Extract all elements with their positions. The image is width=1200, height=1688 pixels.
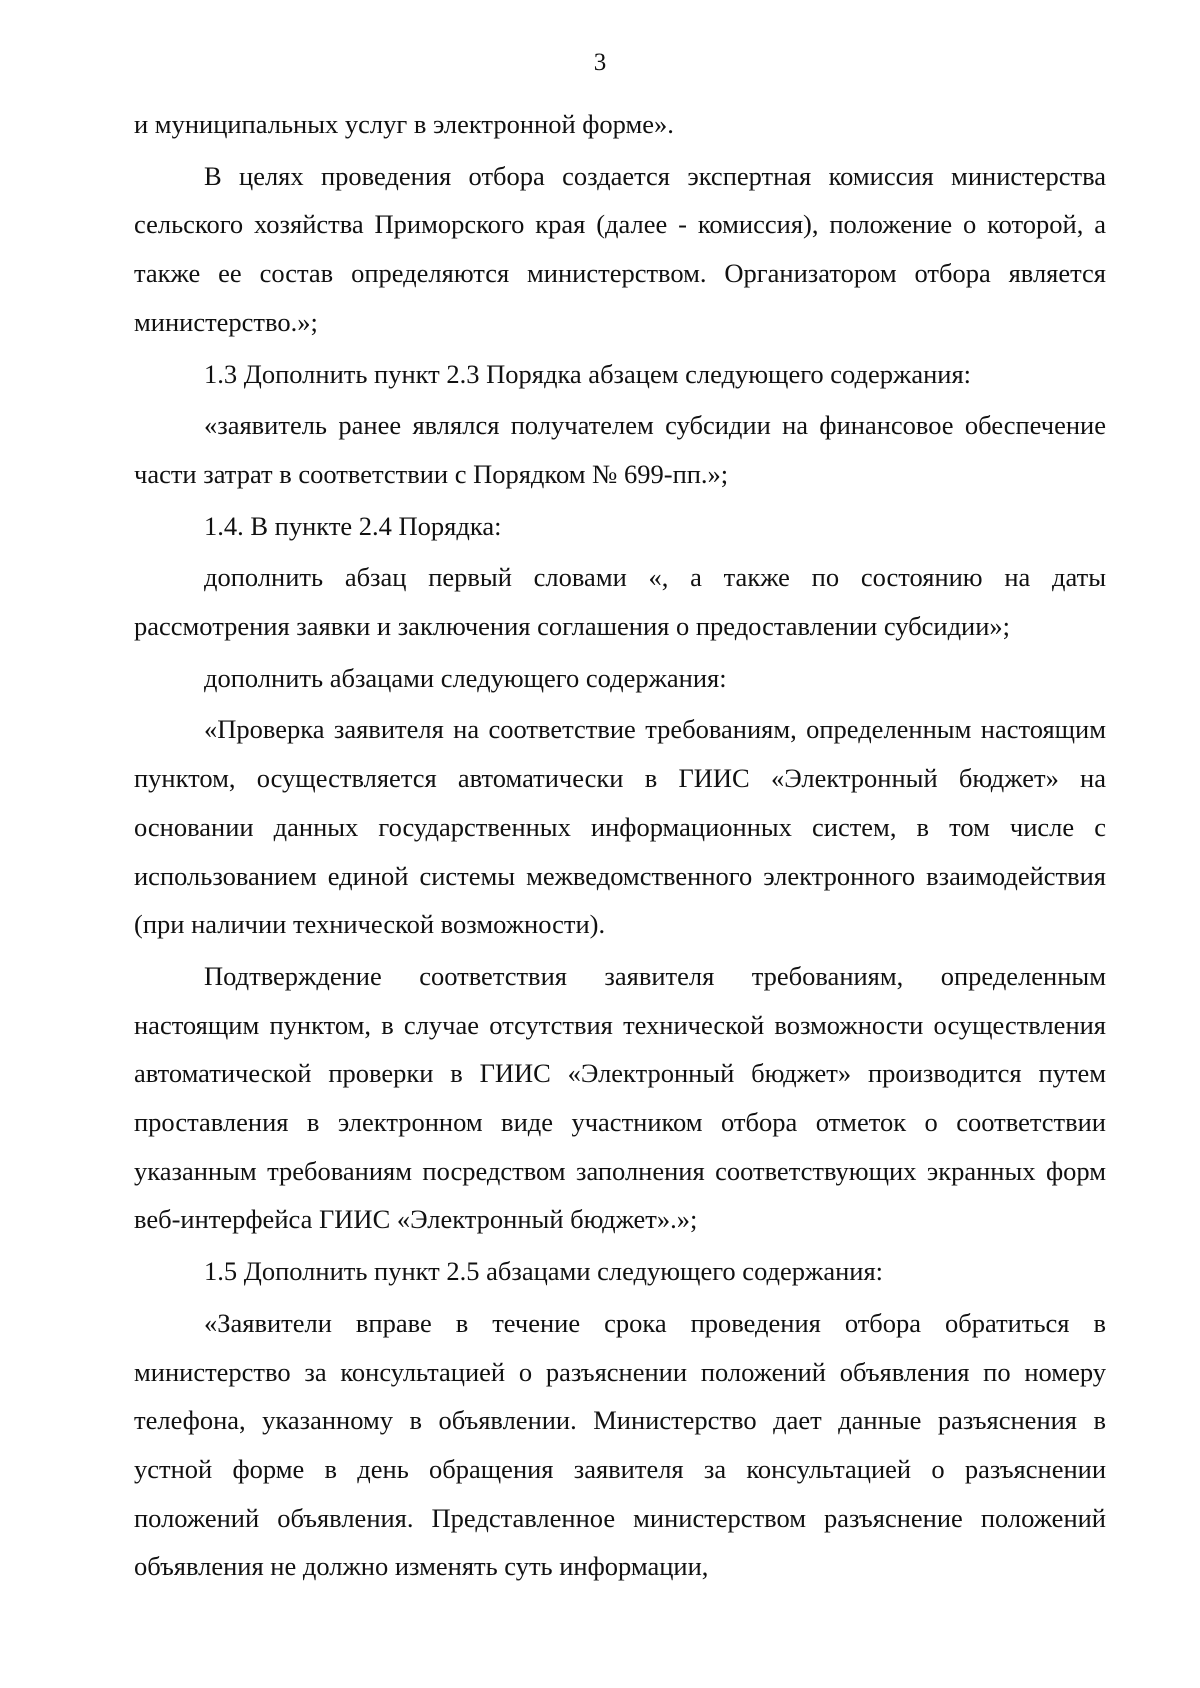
paragraph-2: В целях проведения отбора создается экспертная комиссия министерства сельского хозяйства Приморского края (далее - комиссия), положение о которой, а также ее состав определяются министерством. Организатором отбора является министерство.»;	[134, 160, 1106, 337]
paragraph-3: 1.3 Дополнить пункт 2.3 Порядка абзацем следующего содержания:	[204, 358, 972, 389]
paragraph-9: Подтверждение соответствия заявителя требованиям, определенным настоящим пунктом, в случае отсутствия технической возможности осуществления автоматической проверки в ГИИС «Электронный бюджет» производится путем проставления в электронном виде участником отбора отметок о соответствии указанным требованиям посредством заполнения соответствующих экранных форм веб-интерфейса ГИИС «Электронный бюджет».»;	[134, 960, 1106, 1235]
page-number: 3	[593, 49, 607, 76]
paragraph-1: и муниципальных услуг в электронной форме».	[134, 109, 674, 139]
paragraph-4: «заявитель ранее являлся получателем субсидии на финансовое обеспечение части затрат в соответствии с Порядком № 699-пп.»;	[134, 410, 1106, 489]
paragraph-5: 1.4. В пункте 2.4 Порядка:	[204, 510, 502, 541]
paragraph-8: «Проверка заявителя на соответствие требованиям, определенным настоящим пунктом, осуществляется автоматически в ГИИС «Электронный бюджет» на основании данных государственных информационных систем, в том числе с использованием единой системы межведомственного электронного взаимодействия (при наличии технической возможности).	[134, 714, 1106, 940]
paragraph-10: 1.5 Дополнить пункт 2.5 абзацами следующего содержания:	[204, 1256, 884, 1287]
paragraph-7: дополнить абзацами следующего содержания:	[204, 662, 727, 693]
document-body	[134, 100, 1106, 1591]
paragraph-11: «Заявители вправе в течение срока проведения отбора обратиться в министерство за консультацией о разъяснении положений объявления по номеру телефона, указанному в объявлении. Министерство дает данные разъяснения в устной форме в день обращения заявителя за консультацией о разъяснении положений объявления. Представленное министерством разъяснение положений объявления не должно изменять суть информации,	[134, 1307, 1106, 1582]
paragraph-6: дополнить абзац первый словами «, а также по состоянию на даты рассмотрения заявки и заключения соглашения о предоставлении субсидии»;	[134, 562, 1106, 642]
